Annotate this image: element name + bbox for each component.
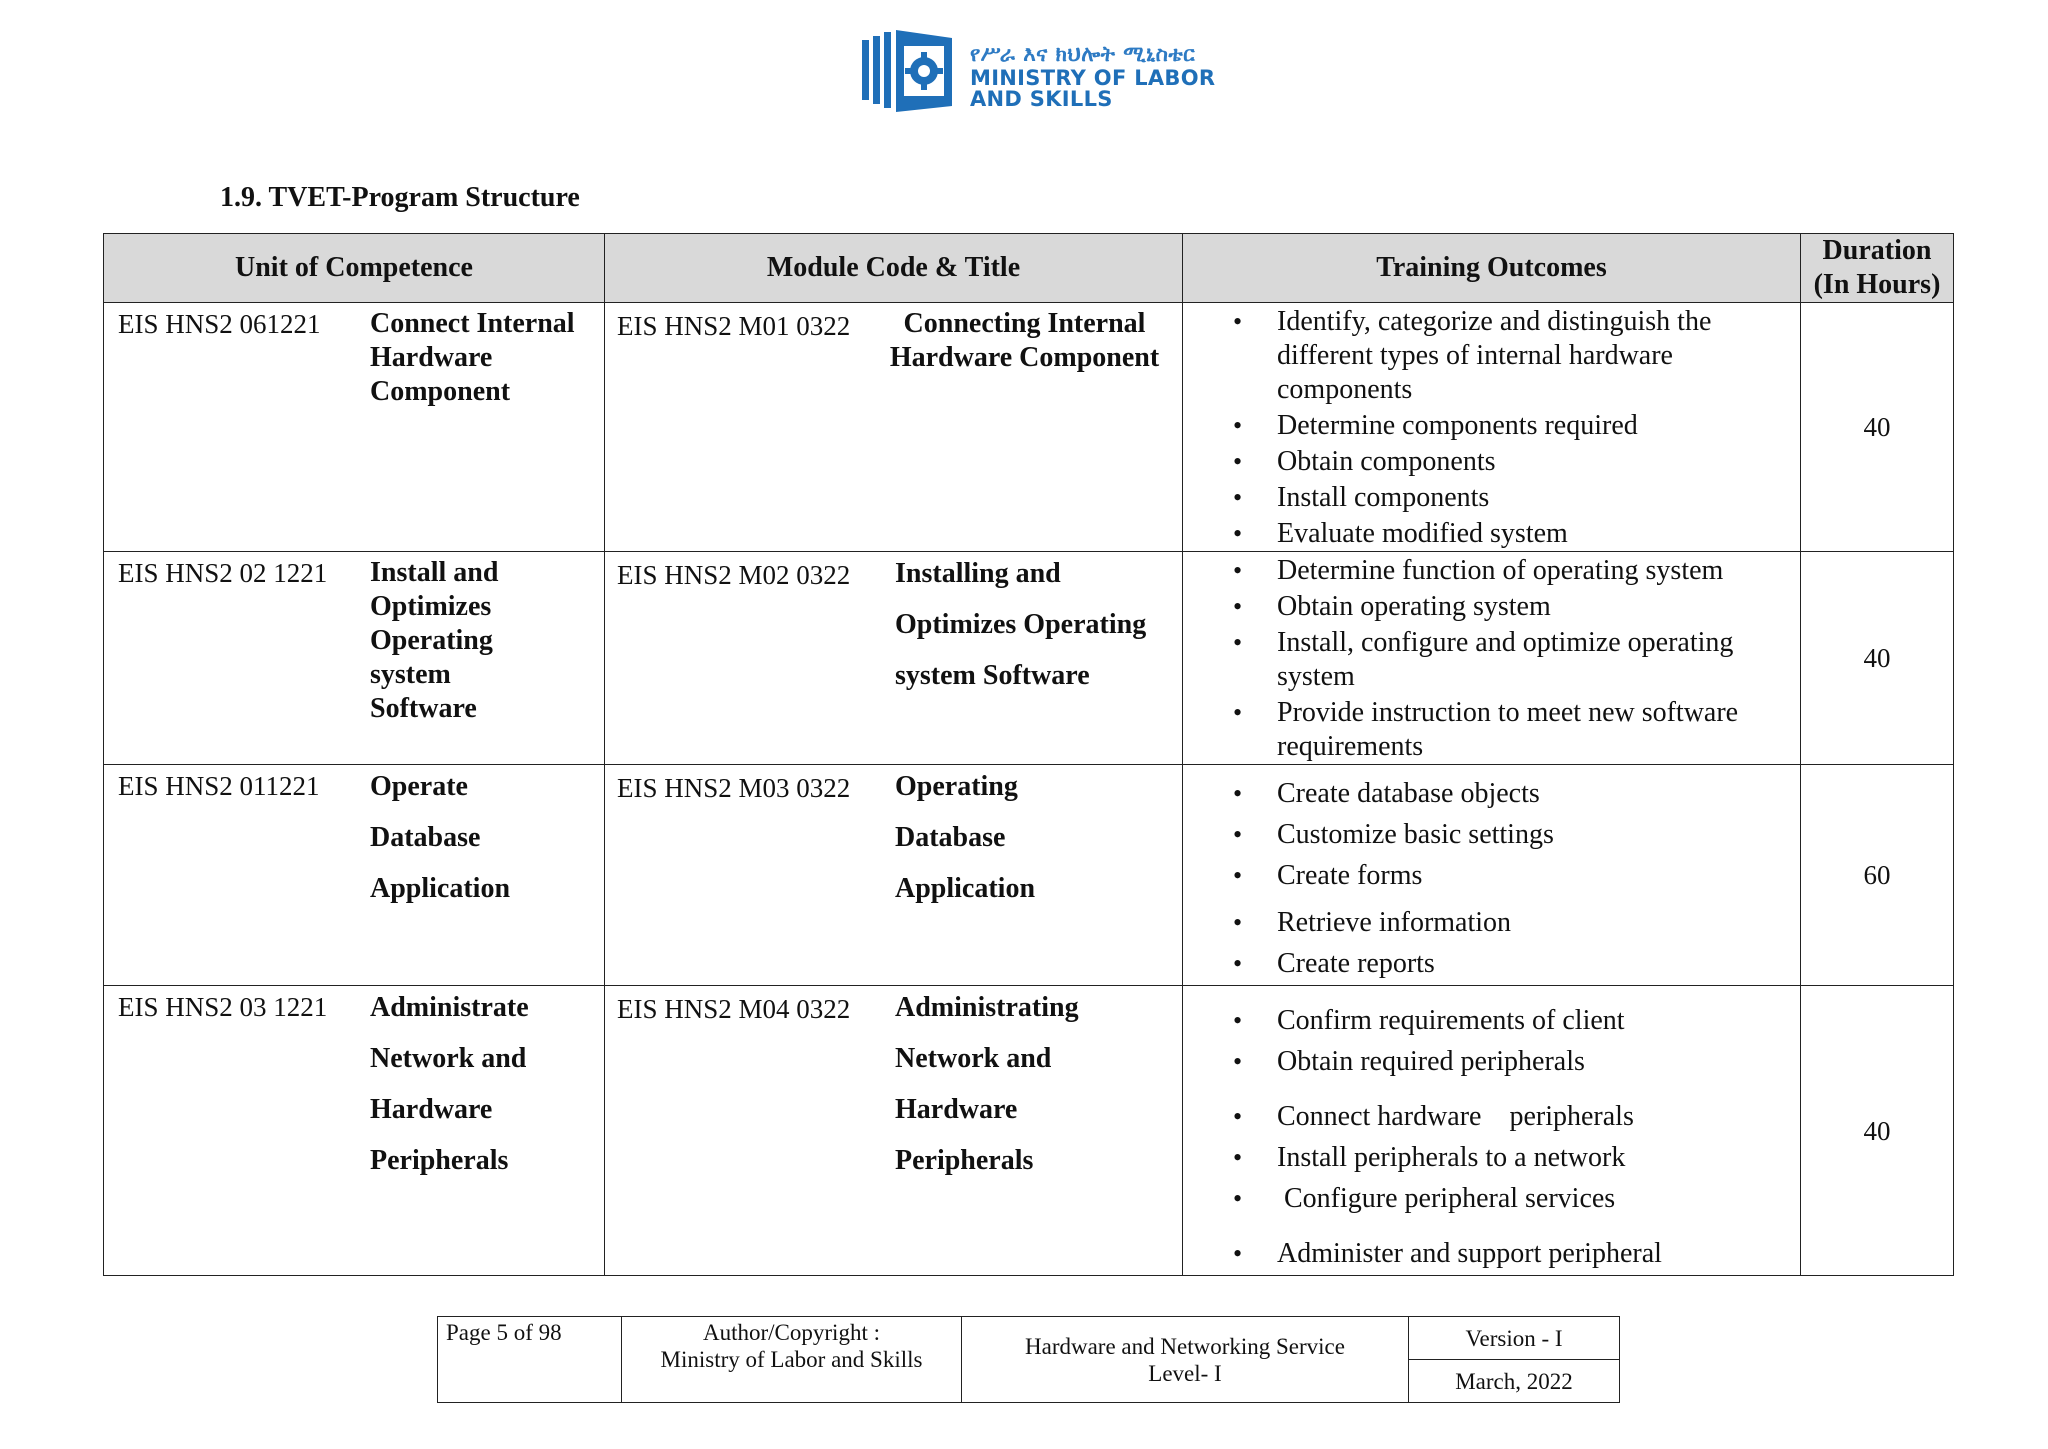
module-cell bbox=[605, 986, 1183, 1276]
logo-text-line-1: MINISTRY OF LABOR bbox=[970, 66, 1216, 90]
outcomes-cell bbox=[1183, 552, 1801, 765]
ministry-logo bbox=[862, 28, 1216, 112]
module-code: EIS HNS2 M04 0322 bbox=[617, 994, 851, 1024]
header-training-outcomes: Training Outcomes bbox=[1183, 234, 1801, 303]
list-item: • Obtain required peripherals bbox=[1233, 1041, 1792, 1082]
header-duration-line-2: (In Hours) bbox=[1813, 269, 1941, 300]
list-item: • Customize basic settings bbox=[1233, 814, 1792, 855]
list-item: • Obtain operating system bbox=[1233, 590, 1792, 624]
module-title: Administrating Network and Hardware Peripherals bbox=[895, 992, 1079, 1176]
list-item: • Administer and support peripheral bbox=[1233, 1233, 1792, 1274]
duration-cell: 40 bbox=[1801, 986, 1954, 1276]
version-date: March, 2022 bbox=[1409, 1360, 1620, 1403]
logo-text-line-2: AND SKILLS bbox=[970, 87, 1113, 111]
ministry-emblem-icon bbox=[862, 28, 957, 112]
table-row bbox=[104, 552, 1954, 765]
outcomes-list bbox=[1183, 552, 1800, 764]
version-label: Version - I bbox=[1409, 1317, 1620, 1360]
list-item: • Install components bbox=[1233, 481, 1792, 515]
header-duration-line-1: Duration bbox=[1822, 235, 1932, 266]
course-line-1: Hardware and Networking Service bbox=[1025, 1333, 1345, 1359]
list-item: • Provide instruction to meet new software requirements bbox=[1233, 696, 1792, 764]
module-code: EIS HNS2 M03 0322 bbox=[617, 773, 851, 803]
unit-cell bbox=[104, 765, 605, 986]
module-code: EIS HNS2 M01 0322 bbox=[617, 311, 851, 341]
list-item: • Create database objects bbox=[1233, 773, 1792, 814]
unit-title: Administrate Network and Hardware Peripherals bbox=[370, 992, 529, 1176]
outcomes-cell bbox=[1183, 303, 1801, 552]
list-item: • Configure peripheral services bbox=[1233, 1178, 1792, 1219]
list-item: • Identify, categorize and distinguish the different types of internal hardware components bbox=[1233, 305, 1792, 407]
course-line-2: Level- I bbox=[1148, 1360, 1222, 1386]
unit-title: Operate Database Application bbox=[370, 771, 511, 904]
table-row bbox=[104, 986, 1954, 1276]
list-item: • Determine function of operating system bbox=[1233, 554, 1792, 588]
unit-code: EIS HNS2 061221 bbox=[118, 309, 321, 339]
unit-title: Connect Internal Hardware Component bbox=[370, 308, 575, 407]
table-header-row bbox=[104, 234, 1954, 303]
unit-code: EIS HNS2 02 1221 bbox=[118, 558, 328, 588]
list-item: • Evaluate modified system bbox=[1233, 517, 1792, 551]
author-copyright bbox=[622, 1317, 962, 1403]
duration-cell: 40 bbox=[1801, 303, 1954, 552]
outcomes-cell bbox=[1183, 765, 1801, 986]
duration-cell: 60 bbox=[1801, 765, 1954, 986]
unit-title: Install and Optimizes Operating system Software bbox=[370, 557, 499, 724]
list-item: • Retrieve information bbox=[1233, 902, 1792, 943]
outcomes-list bbox=[1183, 765, 1800, 984]
list-item: • Install, configure and optimize operating system bbox=[1233, 626, 1792, 694]
logo-amharic-text: የሥራ እና ክህሎት ሚኒስቴር bbox=[970, 42, 1196, 66]
author-line-2: Ministry of Labor and Skills bbox=[660, 1347, 923, 1372]
program-structure-table bbox=[103, 233, 1954, 1276]
course-title bbox=[962, 1317, 1409, 1403]
header-module-code-title: Module Code & Title bbox=[605, 234, 1183, 303]
list-item: • Create forms bbox=[1233, 855, 1792, 896]
header-duration bbox=[1801, 234, 1954, 303]
list-item: • Obtain components bbox=[1233, 445, 1792, 479]
author-line-1: Author/Copyright : bbox=[703, 1320, 880, 1345]
unit-cell bbox=[104, 986, 605, 1276]
unit-cell bbox=[104, 552, 605, 765]
section-title: 1.9. TVET-Program Structure bbox=[220, 182, 580, 213]
module-title: Operating Database Application bbox=[895, 771, 1036, 904]
list-item: • Install peripherals to a network bbox=[1233, 1137, 1792, 1178]
module-cell bbox=[605, 552, 1183, 765]
outcomes-list bbox=[1183, 986, 1800, 1274]
list-item: • Create reports bbox=[1233, 943, 1792, 984]
list-item: • Confirm requirements of client bbox=[1233, 1000, 1792, 1041]
unit-code: EIS HNS2 03 1221 bbox=[118, 992, 328, 1022]
unit-code: EIS HNS2 011221 bbox=[118, 771, 320, 801]
unit-cell bbox=[104, 303, 605, 552]
duration-cell: 40 bbox=[1801, 552, 1954, 765]
module-cell bbox=[605, 765, 1183, 986]
header-unit-of-competence: Unit of Competence bbox=[104, 234, 605, 303]
list-item: • Connect hardware peripherals bbox=[1233, 1096, 1792, 1137]
page-number: Page 5 of 98 bbox=[438, 1317, 622, 1403]
module-code: EIS HNS2 M02 0322 bbox=[617, 560, 851, 590]
table-row bbox=[104, 303, 1954, 552]
module-title: Connecting Internal Hardware Component bbox=[889, 308, 1160, 373]
outcomes-list bbox=[1183, 303, 1800, 551]
module-cell bbox=[605, 303, 1183, 552]
list-item: • Determine components required bbox=[1233, 409, 1792, 443]
module-title: Installing and Optimizes Operating system Software bbox=[895, 558, 1147, 691]
page-footer-table bbox=[437, 1316, 1620, 1403]
table-row bbox=[104, 765, 1954, 986]
outcomes-cell bbox=[1183, 986, 1801, 1276]
